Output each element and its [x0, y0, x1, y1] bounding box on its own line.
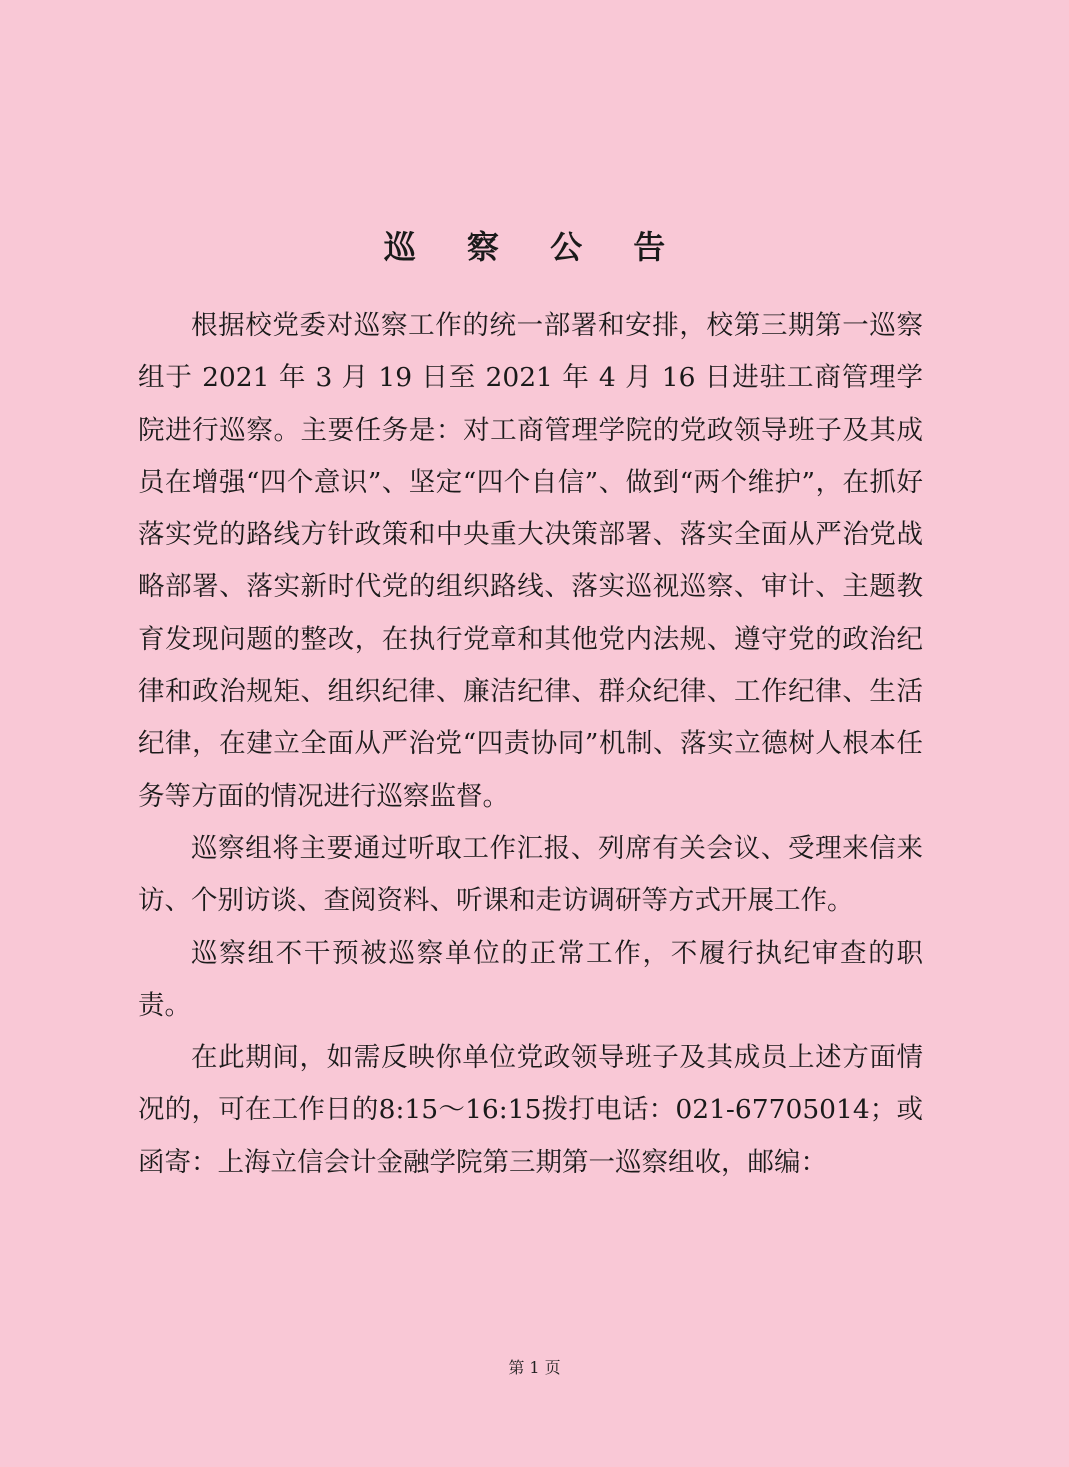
paragraph-methods: 巡察组将主要通过听取工作汇报、列席有关会议、受理来信来访、个别访谈、查阅资料、听课和走访调研等方式开展工作。	[138, 832, 923, 917]
document-body	[138, 300, 923, 1189]
page-number: 第 1 页	[508, 1358, 561, 1377]
paragraph-contact: 在此期间，如需反映你单位党政领导班子及其成员上述方面情况的，可在工作日的8:15～16:15拨打电话：021-67705014；或函寄：上海立信会计金融学院第三期第一巡察组收，邮编：	[138, 1042, 923, 1178]
document-title: 巡 察 公 告	[383, 228, 686, 266]
paragraph-mission: 根据校党委对巡察工作的统一部署和安排，校第三期第一巡察组于 2021 年 3 月 19 日至 2021 年 4 月 16 日进驻工商管理学院进行巡察。主要任务是：对工商管理学院的党政领导班子及其成员在增强“四个意识”、坚定“四个自信”、做到“两个维护”，在抓好落实党的路线方针政策和中央重大决策部署、落实全面从严治党战略部署、落实新时代党的组织路线、落实巡视巡察、审计、主题教育发现问题的整改，在执行党章和其他党内法规、遵守党的政治纪律和政治规矩、组织纪律、廉洁纪律、群众纪律、工作纪律、生活纪律，在建立全面从严治党“四责协同”机制、落实立德树人根本任务等方面的情况进行巡察监督。	[138, 310, 923, 812]
paragraph-non-interference: 巡察组不干预被巡察单位的正常工作，不履行执纪审查的职责。	[138, 937, 923, 1021]
